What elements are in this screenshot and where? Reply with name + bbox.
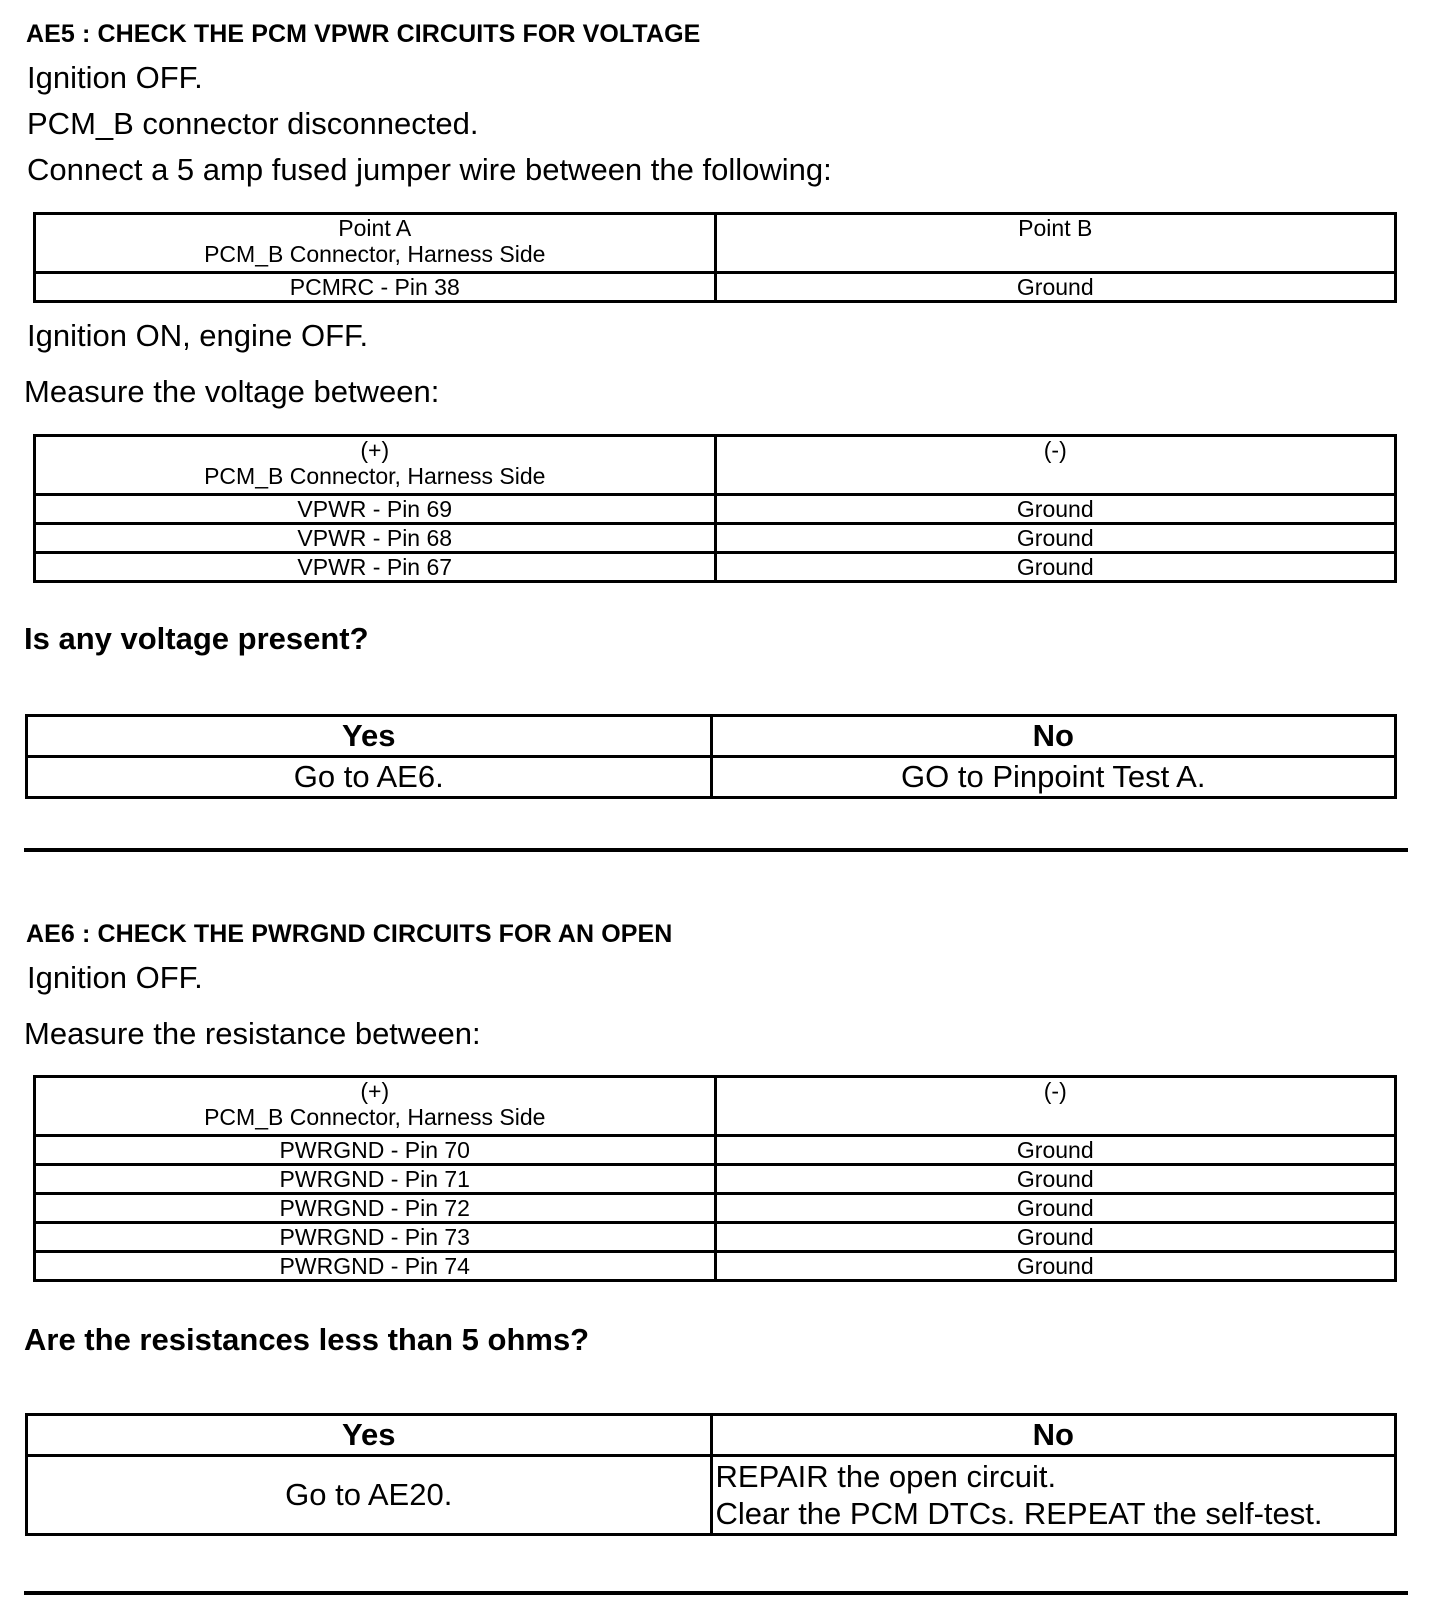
ground-cell: Ground [715,273,1396,302]
yes-header: Yes [27,716,712,757]
ground-cell: Ground [715,1252,1396,1281]
ae6-step-ignition-off: Ignition OFF. [27,960,203,995]
no-action: GO to Pinpoint Test A. [711,757,1396,798]
table-row [35,1252,1396,1281]
pin-cell: PWRGND - Pin 73 [35,1223,716,1252]
pin-cell: PWRGND - Pin 71 [35,1165,716,1194]
ae5-step-jumper: Connect a 5 amp fused jumper wire between the following: [27,152,832,187]
section-divider [24,848,1408,852]
header-label: (+) [360,437,390,463]
pin-cell: VPWR - Pin 67 [35,553,716,582]
header-sublabel: PCM_B Connector, Harness Side [204,241,546,267]
ground-cell: Ground [715,524,1396,553]
header-positive [35,436,716,495]
pin-cell: PWRGND - Pin 72 [35,1194,716,1223]
yes-action: Go to AE6. [27,757,712,798]
header-negative: (-) [715,1077,1396,1136]
jumper-table [33,212,1397,303]
pin-cell: PWRGND - Pin 70 [35,1136,716,1165]
header-positive [35,1077,716,1136]
table-row [35,1165,1396,1194]
pin-cell: PWRGND - Pin 74 [35,1252,716,1281]
pin-cell: PCMRC - Pin 38 [35,273,716,302]
pin-cell: VPWR - Pin 69 [35,495,716,524]
table-header-row [35,436,1396,495]
header-point-a [35,214,716,273]
ae5-result-table [25,714,1397,799]
header-label: Point A [338,215,412,241]
header-sublabel: PCM_B Connector, Harness Side [204,1104,546,1130]
ground-cell: Ground [715,553,1396,582]
header-point-b: Point B [715,214,1396,273]
ae5-step-connector: PCM_B connector disconnected. [27,106,479,141]
table-row [35,1194,1396,1223]
ae5-heading: AE5 : CHECK THE PCM VPWR CIRCUITS FOR VOLTAGE [26,20,701,48]
table-row [35,495,1396,524]
no-action-line-2: Clear the PCM DTCs. REPEAT the self-test. [715,1496,1323,1531]
ae5-step-ignition-on: Ignition ON, engine OFF. [27,318,369,353]
header-label: (+) [360,1078,390,1104]
table-row [35,1223,1396,1252]
ground-cell: Ground [715,495,1396,524]
table-header-row [35,1077,1396,1136]
table-row [27,757,1396,798]
ae6-heading: AE6 : CHECK THE PWRGND CIRCUITS FOR AN OPEN [26,920,673,948]
ground-cell: Ground [715,1194,1396,1223]
ground-cell: Ground [715,1165,1396,1194]
yes-action: Go to AE20. [27,1456,712,1535]
yes-header: Yes [27,1415,712,1456]
table-row [35,553,1396,582]
table-row [35,1136,1396,1165]
no-header: No [711,716,1396,757]
resistance-table [33,1075,1397,1282]
table-header-row [27,716,1396,757]
no-action-line-1: REPAIR the open circuit. [715,1459,1057,1494]
header-sublabel: PCM_B Connector, Harness Side [204,463,546,489]
ae6-result-table [25,1413,1397,1536]
table-header-row [35,214,1396,273]
no-header: No [711,1415,1396,1456]
pin-cell: VPWR - Pin 68 [35,524,716,553]
no-action [711,1456,1396,1535]
table-row [27,1456,1396,1535]
ground-cell: Ground [715,1223,1396,1252]
ae5-step-ignition-off: Ignition OFF. [27,60,203,95]
ae5-step-measure: Measure the voltage between: [24,374,440,409]
ground-cell: Ground [715,1136,1396,1165]
voltage-table [33,434,1397,583]
table-row [35,273,1396,302]
table-row [35,524,1396,553]
ae6-step-measure: Measure the resistance between: [24,1016,481,1051]
section-divider [24,1591,1408,1595]
header-negative: (-) [715,436,1396,495]
table-header-row [27,1415,1396,1456]
ae5-question: Is any voltage present? [24,621,369,656]
ae6-question: Are the resistances less than 5 ohms? [24,1322,590,1357]
